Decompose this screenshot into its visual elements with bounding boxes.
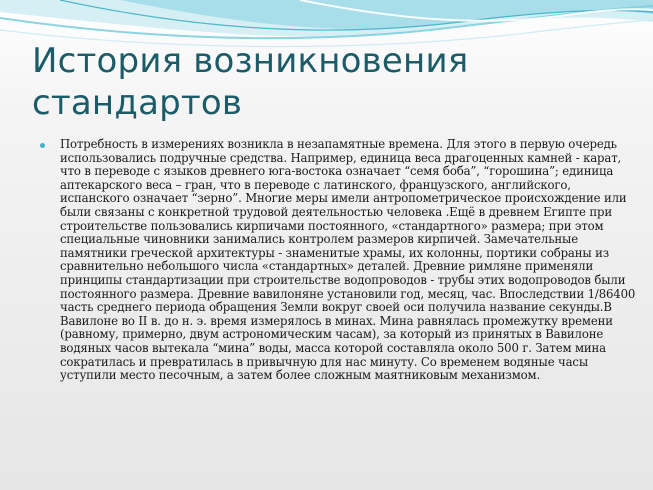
bullet-text: Потребность в измерениях возникла в незапамятные времена. Для этого в первую очередь использовались подручные средства. Например, единица веса драгоценных камней - карат, что в переводе с языков древнего юга-востока означает “семя боба”, “горошина”; единица аптекарского веса – гран, что в переводе с латинского, французского, английского, испанского означает “зерно”. Многие меры имели антропометрическое происхождение или были связаны с конкретной трудовой деятельностью человека .Ещё в древнем Египте при строительстве пользовались кирпичами постоянного, «стандартного» размера; при этом специальные чиновники занимались контролем размеров кирпичей. Замечательные памятники греческой архитектуры - знаменитые храмы, их колонны, портики собраны из сравнительно небольшого числа «стандартных» деталей. Древние римляне применяли принципы стандартизации при строительстве водопроводов - трубы этих водопроводов были постоянного размера. Древние вавилоняне установили год, месяц, час. Впоследствии 1/86400 часть среднего периода обращения Земли вокруг своей оси получила название секунды.В Вавилоне во II в. до н. э. время измерялось в минах. Мина равнялась промежутку времени (равному, примерно, двум астрономическим часам), за который из принятых в Вавилоне водяных часов вытекала “мина” воды, масса которой составляла около 500 г. Затем мина сократилась и превратилась в привычную для нас минуту. Со временем водяные часы уступили место песочным, а затем более сложным маятниковым механизмом. xyxy=(60,137,636,383)
slide-title: История возникновения стандартов xyxy=(32,41,469,123)
bullet-dot-icon xyxy=(40,143,45,148)
bullet-item xyxy=(40,138,640,383)
bullet-list xyxy=(40,138,640,383)
